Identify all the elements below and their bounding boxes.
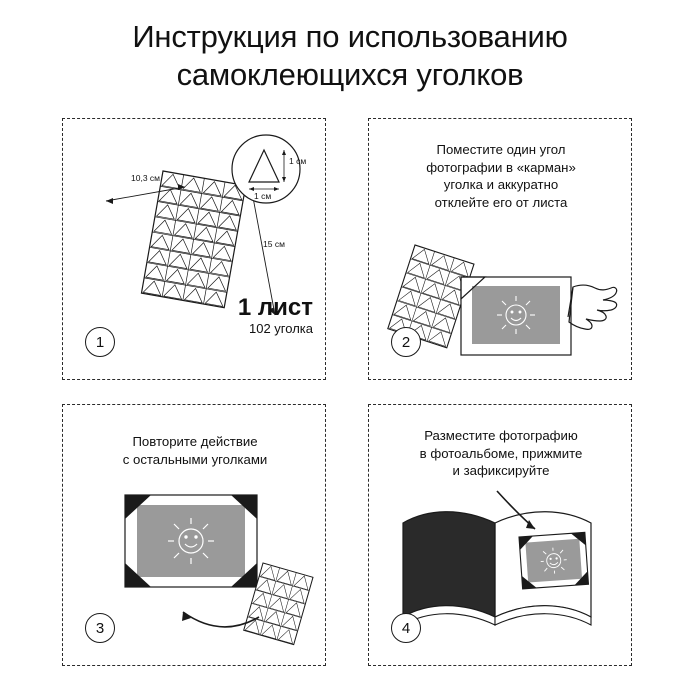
step-2-caption-line-3: уголка и аккуратно [443,177,559,192]
step-4-caption-line-2: в фотоальбоме, прижмите [419,445,583,461]
hand-icon [568,285,617,329]
corner-side-dimension-label: 1 см [289,156,307,166]
step-4-caption-line-3: и зафиксируйте [452,463,550,478]
step-panel-2 [368,118,632,380]
photo-album-graphic [403,512,591,625]
step-panel-3 [62,404,326,666]
photo-graphic-step2 [461,277,571,355]
page-title [0,18,700,94]
photo-graphic-step3 [125,495,257,587]
page-title-line-1: Инструкция по использованию [132,19,568,54]
sheet-count-subtitle: 102 уголка [249,321,313,336]
page-title-line-2: самоклеющихся уголков [176,57,524,92]
step-number-2: 2 [391,327,421,357]
step-3-caption-line-2: с остальными уголками [122,451,268,467]
step-number-3: 3 [85,613,115,643]
corner-base-dimension-label: 1 см [254,191,272,201]
step-panel-4 [368,404,632,666]
steps-grid [62,118,638,666]
dimension-width-label: 10,3 см [131,173,160,183]
step-4-caption-line-1: Разместите фотографию [424,428,578,443]
dimension-height-label: 15 см [263,239,285,249]
step-2-caption-line-1: Поместите один угол [436,142,566,157]
step-2-caption-line-4: отклейте его от листа [434,194,568,210]
step-3-caption-line-1: Повторите действие [132,434,258,449]
step-number-1: 1 [85,327,115,357]
step-number-4: 4 [391,613,421,643]
step-panel-1 [62,118,326,380]
step-2-caption-line-2: фотографии в «карман» [426,159,576,175]
sheet-count-title: 1 лист [237,294,313,321]
sheet-count-label [238,294,313,337]
